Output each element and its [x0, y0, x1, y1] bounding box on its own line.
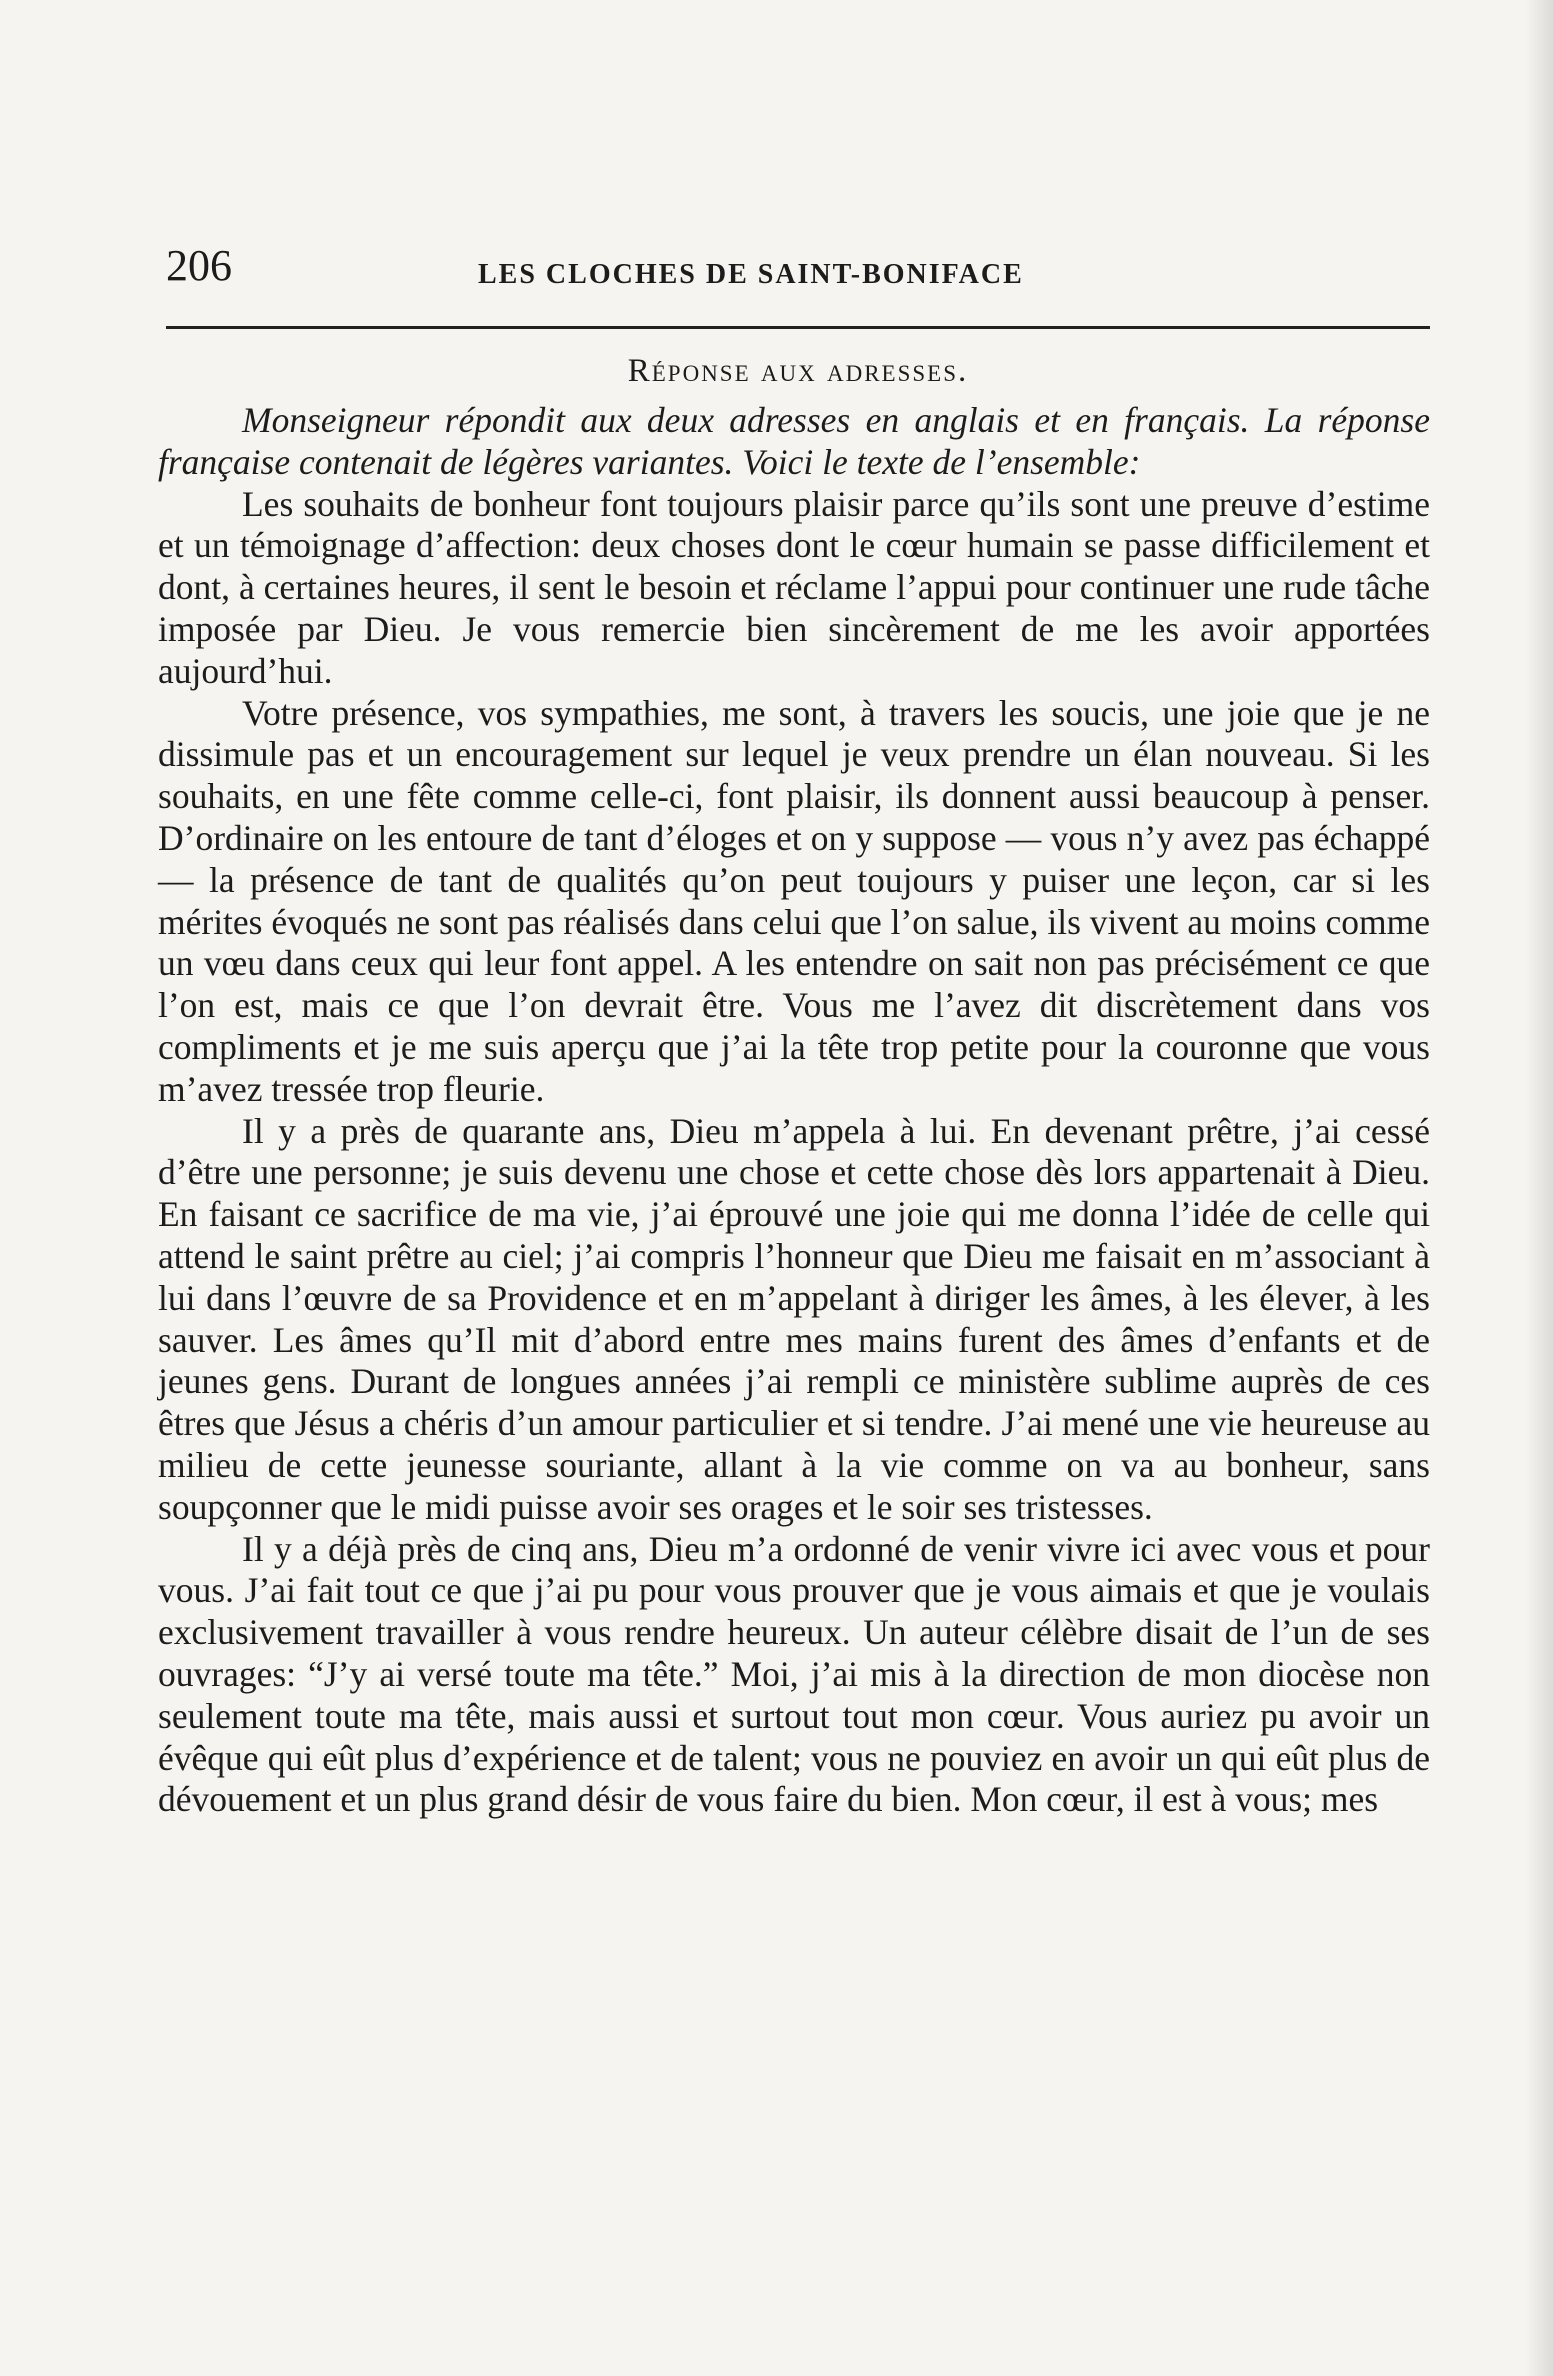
paragraph: Les souhaits de bonheur font toujours plaisir parce qu’ils sont une preuve d’estime et un témoignage d’affection: deux choses dont le cœur humain se passe difficilement et dont, à certaines heures, il sent le besoin et réclame l’appui pour continuer une rude tâche imposée par Dieu. Je vous remercie bien sincèrement de me les avoir apportées aujourd’hui. [158, 483, 1430, 691]
running-title: LES CLOCHES DE SAINT-BONIFACE [478, 259, 1024, 290]
paragraph: Votre présence, vos sympathies, me sont, à travers les soucis, une joie que je ne dissimule pas et un encouragement sur lequel je veux prendre un élan nouveau. Si les souhaits, en une fête comme celle-ci, font plaisir, ils donnent aussi beaucoup à penser. D’ordinaire on les entoure de tant d’éloges et on y suppose — vous n’y avez pas échappé — la présence de tant de qualités qu’on peut toujours y puiser une leçon, car si les mérites évoqués ne sont pas réalisés dans celui que l’on salue, ils vivent au moins comme un vœu dans ceux qui leur font appel. A les entendre on sait non pas précisément ce que l’on est, mais ce que l’on devrait être. Vous me l’avez dit discrètement dans vos compliments et je me suis aperçu que j’ai la tête trop petite pour la couronne que vous m’avez tressée trop fleurie. [158, 692, 1430, 1109]
paragraph: Il y a déjà près de cinq ans, Dieu m’a ordonné de venir vivre ici avec vous et pour vous. J’ai fait tout ce que j’ai pu pour vous prouver que je vous aimais et que je voulais exclusivement travailler à vous rendre heureux. Un auteur célèbre disait de l’un de ses ouvrages: “J’y ai versé toute ma tête.” Moi, j’ai mis à la direction de mon diocèse non seulement toute ma tête, mais aussi et surtout tout mon cœur. Vous auriez pu avoir un évêque qui eût plus d’expérience et de talent; vous ne pouviez en avoir un qui eût plus de dévouement et un plus grand désir de vous faire du bien. Mon cœur, il est à vous; mes [158, 1528, 1430, 1820]
page-header [166, 240, 1430, 300]
paragraph: Il y a près de quarante ans, Dieu m’appela à lui. En devenant prêtre, j’ai cessé d’être une personne; je suis devenu une chose et cette chose dès lors appartenait à Dieu. En faisant ce sacrifice de ma vie, j’ai éprouvé une joie qui me donna l’idée de celle qui attend le saint prêtre au ciel; j’ai compris l’honneur que Dieu me faisait en m’associant à lui dans l’œuvre de sa Providence et en m’appelant à diriger les âmes, à les élever, à les sauver. Les âmes qu’Il mit d’abord entre mes mains furent des âmes d’enfants et de jeunes gens. Durant de longues années j’ai rempli ce ministère sublime auprès de ces êtres que Jésus a chéris d’un amour particulier et si tendre. J’ai mené une vie heureuse au milieu de cette jeunesse souriante, allant à la vie comme on va au bonheur, sans soupçonner que le midi puisse avoir ses orages et le soir ses tristesses. [158, 1110, 1430, 1527]
header-rule [166, 326, 1430, 329]
intro-paragraph: Monseigneur répondit aux deux adresses en anglais et en français. La réponse française contenait de légères variantes. Voici le texte de l’ensemble: [158, 400, 1430, 482]
page-edge-shadow [1525, 0, 1553, 2376]
body-text [158, 400, 1430, 1821]
page-number: 206 [166, 241, 232, 290]
section-title: Réponse aux adresses. [627, 353, 969, 389]
